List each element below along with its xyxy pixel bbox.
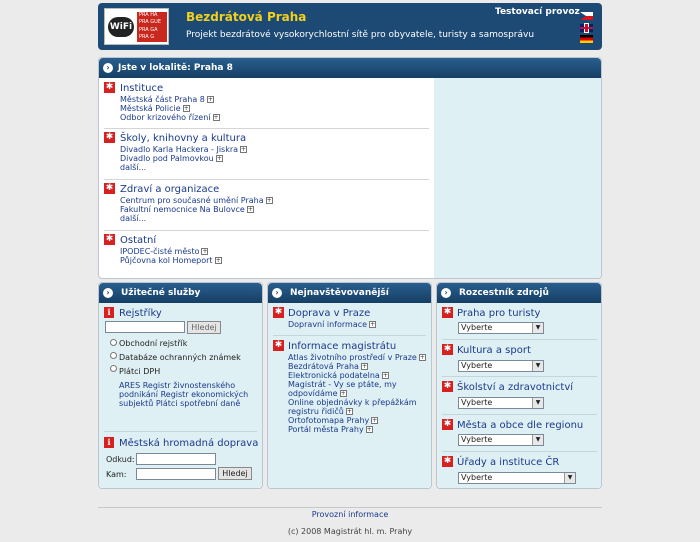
category-link[interactable]: Městská Policie bbox=[120, 104, 181, 113]
category-link[interactable]: Městská část Praha 8 bbox=[120, 95, 205, 104]
expand-icon[interactable]: + bbox=[202, 248, 208, 255]
expand-icon[interactable]: + bbox=[346, 408, 352, 415]
to-input[interactable] bbox=[136, 468, 216, 480]
divider bbox=[104, 179, 429, 180]
divider bbox=[442, 451, 597, 452]
source-select[interactable]: Vyberte ▼ bbox=[458, 360, 544, 372]
expand-icon[interactable]: + bbox=[213, 114, 219, 121]
category-health bbox=[104, 183, 429, 223]
chevron-down-icon: ▼ bbox=[532, 398, 543, 408]
asterisk-icon: ✱ bbox=[105, 132, 114, 142]
block-link[interactable]: Dopravní informace bbox=[288, 320, 368, 329]
asterisk-icon: ✱ bbox=[105, 234, 114, 244]
source-title[interactable]: Města a obce dle regionu bbox=[457, 420, 584, 431]
location-title: Jste v lokalitě: Praha 8 bbox=[118, 63, 233, 73]
to-label: Kam: bbox=[106, 470, 127, 479]
most-visited-header bbox=[268, 283, 431, 303]
block-title[interactable]: Doprava v Praze bbox=[288, 308, 371, 319]
wifi-praha-logo[interactable] bbox=[104, 8, 169, 45]
info-icon: i bbox=[104, 307, 114, 318]
block-link[interactable]: Portál města Prahy bbox=[288, 425, 364, 434]
chevron-icon: › bbox=[103, 288, 113, 298]
expand-icon[interactable]: + bbox=[241, 146, 247, 153]
category-link[interactable]: Centrum pro současné umění Praha bbox=[120, 196, 264, 205]
category-link[interactable]: Půjčovna kol Homeport bbox=[120, 256, 213, 265]
asterisk-icon: ✱ bbox=[274, 340, 283, 350]
expand-icon[interactable]: + bbox=[382, 372, 388, 379]
location-header bbox=[99, 58, 601, 78]
chevron-down-icon: ▼ bbox=[564, 473, 575, 483]
asterisk-icon: ✱ bbox=[105, 183, 114, 193]
source-select[interactable]: Vyberte ▼ bbox=[458, 322, 544, 334]
transport-prague-block bbox=[273, 307, 428, 329]
info-icon: i bbox=[104, 437, 114, 448]
asterisk-icon: ✱ bbox=[443, 456, 452, 466]
category-link[interactable]: Divadlo Karla Hackera - Jiskra bbox=[120, 145, 239, 154]
block-link[interactable]: Ortofotomapa Prahy bbox=[288, 416, 370, 425]
test-mode-label: Testovací provoz bbox=[495, 7, 580, 17]
block-link[interactable]: Magistrát - Vy se ptáte, my odpovídáme bbox=[288, 380, 397, 398]
source-title[interactable]: Praha pro turisty bbox=[457, 308, 541, 319]
divider bbox=[104, 128, 429, 129]
location-panel bbox=[98, 57, 602, 279]
chevron-icon: › bbox=[103, 63, 113, 73]
category-link[interactable]: Odbor krizového řízení bbox=[120, 113, 211, 122]
category-title[interactable]: Školy, knihovny a kultura bbox=[120, 133, 247, 144]
most-visited-body bbox=[268, 303, 431, 488]
sources-panel bbox=[436, 282, 602, 489]
register-search-button[interactable]: Hledej bbox=[187, 321, 221, 334]
block-title[interactable]: Informace magistrátu bbox=[288, 341, 397, 352]
category-schools-culture bbox=[104, 132, 429, 172]
registers-block bbox=[104, 307, 162, 320]
expand-icon[interactable]: + bbox=[215, 257, 221, 264]
category-instituce bbox=[104, 82, 429, 122]
location-side-area bbox=[434, 78, 601, 278]
copyright: (c) 2008 Magistrát hl. m. Prahy bbox=[287, 527, 413, 536]
sources-header bbox=[437, 283, 601, 303]
source-select[interactable]: Vyberte ▼ bbox=[458, 434, 544, 446]
site-title: Bezdrátová Praha bbox=[186, 10, 307, 24]
source-item bbox=[442, 419, 583, 432]
category-title[interactable]: Ostatní bbox=[120, 235, 157, 246]
radio-label: Plátci DPH bbox=[119, 367, 161, 376]
asterisk-icon: ✱ bbox=[443, 344, 452, 354]
useful-services-header bbox=[99, 283, 262, 303]
expand-icon[interactable]: + bbox=[419, 354, 425, 361]
block-link[interactable]: Bezdrátová Praha bbox=[288, 362, 359, 371]
expand-icon[interactable]: + bbox=[216, 155, 222, 162]
radio-label: Databáze ochranných známek bbox=[119, 353, 241, 362]
source-select[interactable]: Vyberte ▼ bbox=[458, 472, 576, 484]
from-input[interactable] bbox=[136, 453, 216, 465]
block-link[interactable]: Atlas životního prostředí v Praze bbox=[288, 353, 417, 362]
useful-services-body bbox=[99, 303, 262, 488]
category-link[interactable]: Fakultní nemocnice Na Bulovce bbox=[120, 205, 245, 214]
expand-icon[interactable]: + bbox=[207, 96, 213, 103]
radio-label: Obchodní rejstřík bbox=[119, 339, 188, 348]
source-item bbox=[442, 456, 559, 469]
site-header bbox=[98, 3, 602, 50]
source-title[interactable]: Úřady a instituce ČR bbox=[457, 457, 560, 468]
divider bbox=[442, 339, 597, 340]
more-link[interactable]: další... bbox=[120, 163, 147, 172]
source-item bbox=[442, 307, 540, 320]
transport-block bbox=[104, 437, 258, 450]
expand-icon[interactable]: + bbox=[370, 321, 376, 328]
expand-icon[interactable]: + bbox=[266, 197, 272, 204]
divider bbox=[442, 414, 597, 415]
block-link[interactable]: Online objednávky k přepážkám registru řidičů bbox=[288, 398, 417, 416]
divider bbox=[273, 335, 426, 336]
radio-trademarks[interactable] bbox=[110, 352, 117, 359]
panel-title: Rozcestník zdrojů bbox=[459, 288, 549, 298]
divider bbox=[104, 230, 429, 231]
praha-logo-grid: PRA HA PRA GUE PRA GA PRA G bbox=[137, 12, 167, 42]
german-flag-icon[interactable] bbox=[580, 35, 593, 43]
most-visited-panel bbox=[267, 282, 432, 489]
sources-body bbox=[437, 303, 601, 488]
source-select[interactable]: Vyberte ▼ bbox=[458, 397, 544, 409]
transport-title[interactable]: Městská hromadná doprava bbox=[119, 438, 259, 449]
chevron-down-icon: ▼ bbox=[532, 323, 543, 333]
category-other bbox=[104, 234, 429, 265]
expand-icon[interactable]: + bbox=[247, 206, 253, 213]
source-item bbox=[442, 381, 573, 394]
site-subtitle: Projekt bezdrátové vysokorychlostní sítě pro obyvatele, turisty a samosprávu bbox=[186, 30, 535, 40]
asterisk-icon: ✱ bbox=[274, 307, 283, 317]
registers-title[interactable]: Rejstříky bbox=[119, 308, 162, 319]
block-link[interactable]: Elektronická podatelna bbox=[288, 371, 380, 380]
panel-title: Užitečné služby bbox=[121, 288, 201, 298]
asterisk-icon: ✱ bbox=[443, 307, 452, 317]
category-title[interactable]: Zdraví a organizace bbox=[120, 184, 220, 195]
chevron-down-icon: ▼ bbox=[532, 435, 543, 445]
source-item bbox=[442, 344, 531, 357]
expand-icon[interactable]: + bbox=[361, 363, 367, 370]
divider bbox=[104, 431, 257, 432]
asterisk-icon: ✱ bbox=[443, 419, 452, 429]
chevron-icon: › bbox=[441, 288, 451, 298]
footer-divider bbox=[98, 507, 602, 508]
from-label: Odkud: bbox=[106, 455, 135, 464]
transport-search-button[interactable]: Hledej bbox=[218, 467, 252, 480]
city-info-block bbox=[273, 340, 428, 434]
asterisk-icon: ✱ bbox=[105, 82, 114, 92]
footer-info-link[interactable]: Provozní informace bbox=[311, 510, 389, 519]
category-link[interactable]: Divadlo pod Palmovkou bbox=[120, 154, 214, 163]
chevron-icon: › bbox=[272, 288, 282, 298]
expand-icon[interactable]: + bbox=[372, 417, 378, 424]
radio-obchodni-rejstrik[interactable] bbox=[110, 339, 117, 346]
chevron-down-icon: ▼ bbox=[532, 361, 543, 371]
register-search-input[interactable] bbox=[105, 321, 185, 333]
english-flag-icon[interactable] bbox=[580, 24, 593, 32]
asterisk-icon: ✱ bbox=[443, 381, 452, 391]
more-link[interactable]: další... bbox=[120, 214, 147, 223]
divider bbox=[442, 376, 597, 377]
wifi-logo-mark: WiFi bbox=[108, 17, 134, 37]
expand-icon[interactable]: + bbox=[366, 426, 372, 433]
category-title[interactable]: Instituce bbox=[120, 83, 164, 94]
useful-services-panel bbox=[98, 282, 263, 489]
panel-title: Nejnavštěvovanější bbox=[290, 288, 389, 298]
expand-icon[interactable]: + bbox=[340, 390, 346, 397]
expand-icon[interactable]: + bbox=[183, 105, 189, 112]
source-title[interactable]: Kultura a sport bbox=[457, 345, 531, 356]
czech-flag-icon[interactable] bbox=[580, 12, 593, 20]
category-link[interactable]: IPODEC-čisté město bbox=[120, 247, 200, 256]
radio-vat-payers[interactable] bbox=[110, 365, 117, 372]
source-title[interactable]: Školství a zdravotnictví bbox=[457, 382, 574, 393]
register-links[interactable]: ARES Registr živnostenského podnikání Registr ekonomických subjektů Plátci spotřební daně bbox=[119, 381, 249, 408]
